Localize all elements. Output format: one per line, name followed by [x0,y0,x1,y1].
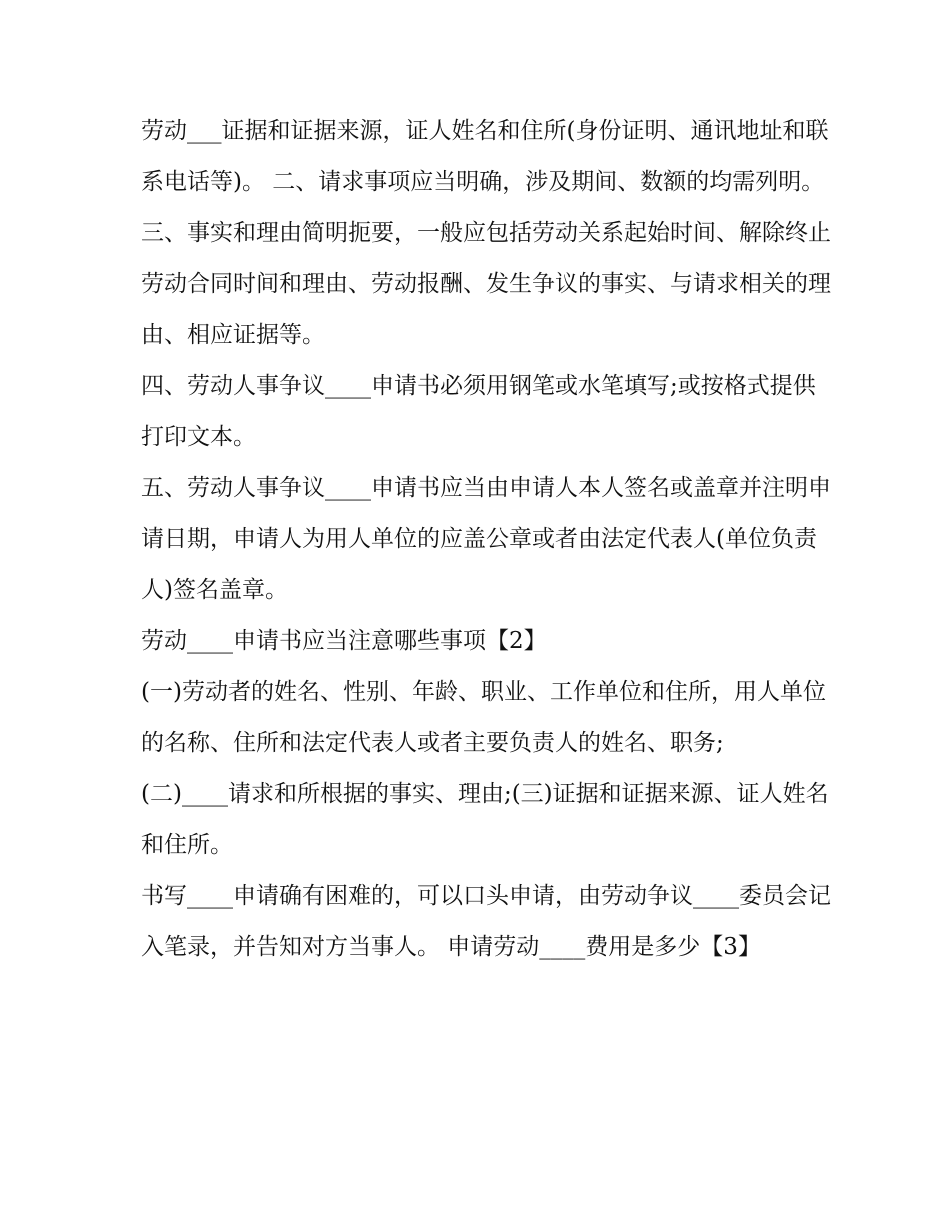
paragraph-item-two-three: (二)____请求和所根据的事实、理由;(三)证据和证据来源、证人姓名和住所。 [141,781,829,858]
paragraph-writing-requirement: 四、劳动人事争议____申请书必须用钢笔或水笔填写;或按格式提供打印文本。 [141,373,816,450]
paragraph-item-one: (一)劳动者的姓名、性别、年龄、职业、工作单位和住所，用人单位的名称、住所和法定代表人或者主要负责人的姓名、职务; [141,679,826,756]
section-heading-notes: 劳动____申请书应当注意哪些事项【2】 [141,628,547,654]
document-page [141,106,831,973]
paragraph-facts-reasons: 三、事实和理由简明扼要，一般应包括劳动关系起始时间、解除终止劳动合同时间和理由、劳动报酬、发生争议的事实、与请求相关的理由、相应证据等。 [141,220,831,348]
paragraph-evidence: 劳动___证据和证据来源，证人姓名和住所(身份证明、通讯地址和联系电话等)。 二、请求事项应当明确，涉及期间、数额的均需列明。 [141,118,829,195]
paragraph-oral-application: 书写____申请确有困难的，可以口头申请，由劳动争议____委员会记入笔录，并告知对方当事人。 申请劳动____费用是多少【3】 [141,883,831,960]
paragraph-signature-requirement: 五、劳动人事争议____申请书应当由申请人本人签名或盖章并注明申请日期，申请人为用人单位的应盖公章或者由法定代表人(单位负责人)签名盖章。 [141,475,831,603]
